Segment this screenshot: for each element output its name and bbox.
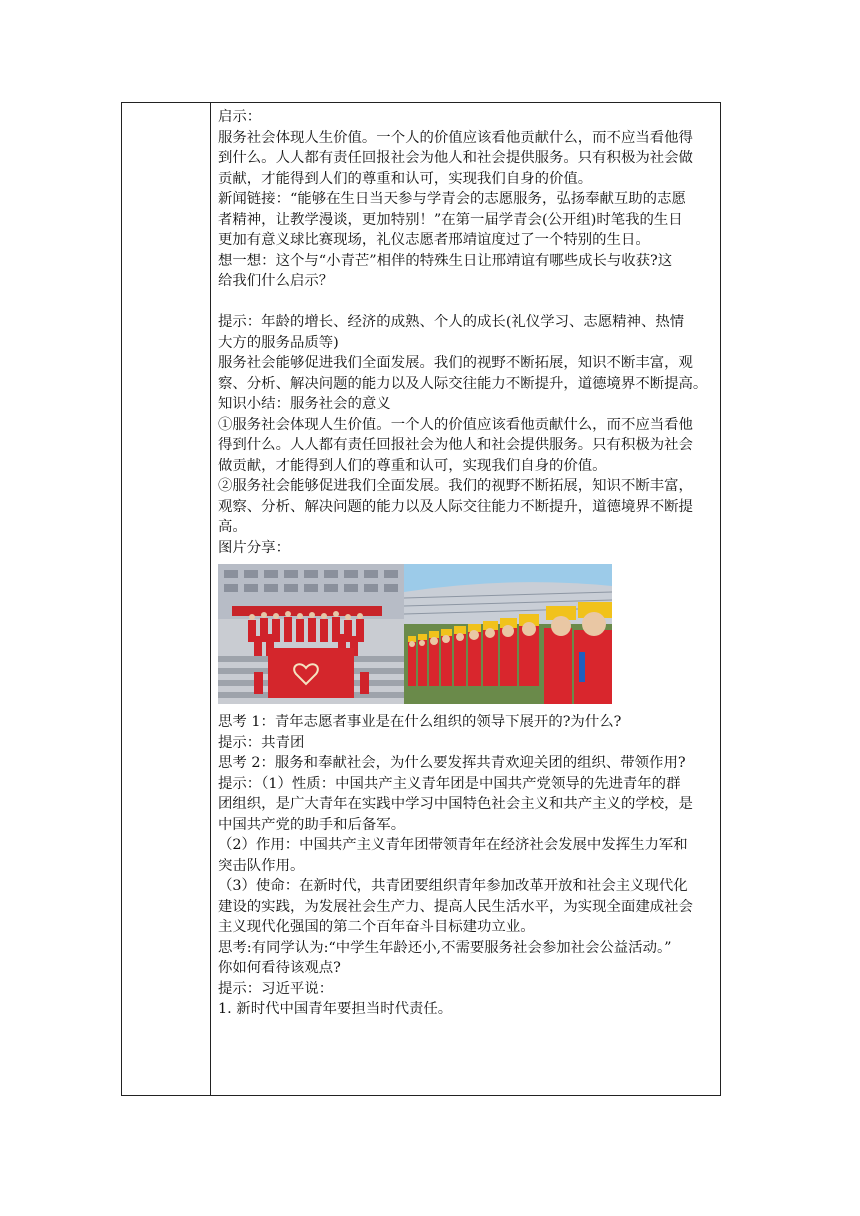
paragraph-line: 想一想：这个与“小青芒”相伴的特殊生日让邢靖谊有哪些成长与收获?这 bbox=[218, 252, 673, 269]
paragraph-line: 更加有意义球比赛现场，礼仪志愿者邢靖谊度过了一个特别的生日。 bbox=[218, 232, 650, 248]
paragraph-line: 你如何看待该观点? bbox=[218, 960, 341, 976]
paragraph-line: 观察、分析、解决问题的能力以及人际交往能力不断提升，道德境界不断提 bbox=[218, 498, 693, 515]
paragraph-line: 中国共产党的助手和后备军。 bbox=[218, 816, 406, 833]
paragraph-line: 突击队作用。 bbox=[218, 857, 305, 874]
paragraph-line: ①服务社会体现人生价值。一个人的价值应该看他贡献什么，而不应当看他 bbox=[218, 416, 693, 433]
paragraph-line: 思考 1：青年志愿者事业是在什么组织的领导下展开的?为什么? bbox=[218, 714, 622, 730]
paragraph-line: 给我们什么启示？ bbox=[218, 273, 334, 289]
paragraph-line: 到什么。人人都有责任回报社会为他人和社会提供服务。只有积极为社会做 bbox=[218, 150, 693, 166]
paragraph-line: 提示：（1）性质：中国共产主义青年团是中国共产党领导的先进青年的群 bbox=[218, 775, 681, 792]
paragraph-line: 主义现代化强国的第二个百年奋斗目标建功立业。 bbox=[218, 919, 535, 935]
paragraph-line: 得到什么。人人都有责任回报社会为他人和社会提供服务。只有积极为社会 bbox=[218, 437, 693, 453]
paragraph-line: 做贡献，才能得到人们的尊重和认可，实现我们自身的价值。 bbox=[218, 457, 607, 474]
lesson-table bbox=[121, 102, 721, 1096]
paragraph-line: 大方的服务品质等) bbox=[218, 334, 339, 351]
paragraph-line: 高。 bbox=[218, 519, 247, 535]
paragraph-line: 提示：年龄的增长、经济的成熟、个人的成长(礼仪学习、志愿精神、热情 bbox=[218, 314, 685, 330]
paragraph-line: 建设的实践，为发展社会生产力、提高人民生活水平，为实现全面建成社会 bbox=[218, 898, 693, 915]
paragraph-line: 提示：共青团 bbox=[218, 734, 305, 751]
paragraph-line: 团组织，是广大青年在实践中学习中国特色社会主义和共产主义的学校，是 bbox=[218, 796, 693, 812]
paragraph-line: 知识小结：服务社会的意义 bbox=[218, 396, 391, 412]
paragraph-line: 贡献，才能得到人们的尊重和认可，实现我们自身的价值。 bbox=[218, 170, 593, 187]
photo-share bbox=[218, 564, 718, 706]
paragraph-line: 启示： bbox=[218, 109, 262, 125]
paragraph-line bbox=[218, 292, 718, 313]
paragraph-line: 图片分享： bbox=[218, 539, 290, 556]
paragraph-line: 者精神，让教学漫谈，更加特别！”在第一届学青会(公开组)时笔我的生日 bbox=[218, 211, 683, 228]
paragraph-line: 服务社会能够促进我们全面发展。我们的视野不断拓展，知识不断丰富，观 bbox=[218, 355, 693, 371]
text-block-intro bbox=[218, 107, 718, 558]
paragraph-line: （2）作用：中国共产主义青年团带领青年在经济社会发展中发挥生力军和 bbox=[218, 837, 688, 853]
paragraph-line: 思考 2：服务和奉献社会，为什么要发挥共青欢迎关团的组织、带领作用? bbox=[218, 755, 686, 771]
text-block-thinking bbox=[218, 712, 718, 1020]
volunteer-salute-photo bbox=[404, 564, 612, 704]
paragraph-line: ②服务社会能够促进我们全面发展。我们的视野不断拓展，知识不断丰富， bbox=[218, 478, 693, 494]
volunteer-group-photo bbox=[218, 564, 404, 704]
lesson-content bbox=[218, 107, 718, 1020]
paragraph-line: 服务社会体现人生价值。一个人的价值应该看他贡献什么，而不应当看他得 bbox=[218, 129, 693, 146]
paragraph-line: （3）使命：在新时代，共青团要组织青年参加改革开放和社会主义现代化 bbox=[218, 878, 688, 894]
paragraph-line: 提示：习近平说： bbox=[218, 980, 334, 997]
table-left-column bbox=[122, 103, 211, 1095]
paragraph-line: 1. 新时代中国青年要担当时代责任。 bbox=[218, 1001, 453, 1017]
paragraph-line: 新闻链接：“能够在生日当天参与学青会的志愿服务，弘扬奉献互助的志愿 bbox=[218, 191, 686, 207]
paragraph-line: 察、分析、解决问题的能力以及人际交往能力不断提升，道德境界不断提高。 bbox=[218, 375, 708, 392]
paragraph-line: 思考:有同学认为:“中学生年龄还小,不需要服务社会参加社会公益活动。” bbox=[218, 939, 672, 956]
